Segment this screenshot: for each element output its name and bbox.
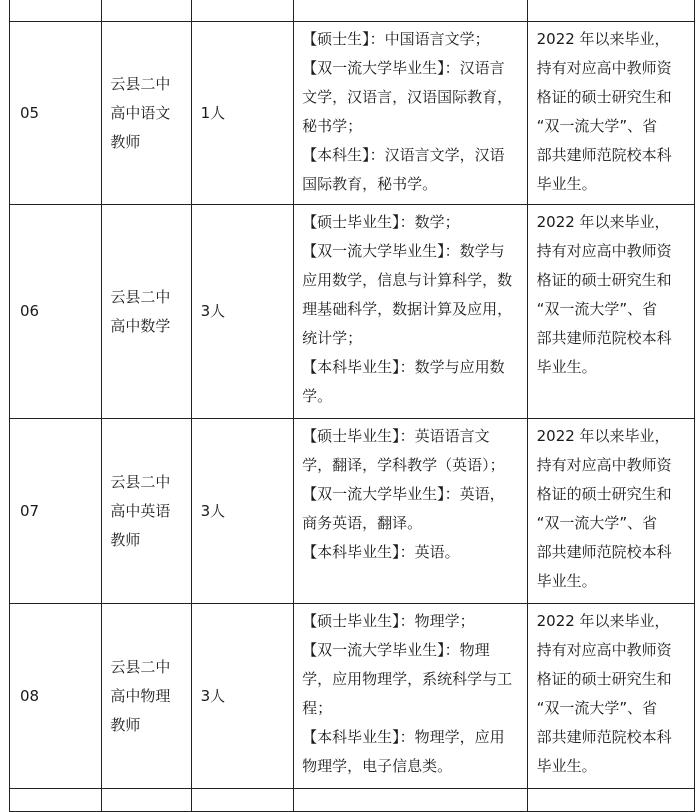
headcount: 3人	[191, 205, 294, 419]
major-line: 【双一流大学毕业生】：物理	[302, 641, 490, 659]
requirement-line: 部共建师范院校本科	[536, 728, 672, 746]
major-line: 程；	[302, 699, 333, 717]
major-line: 【双一流大学毕业生】：汉语言	[302, 59, 505, 77]
position-line: 高中语文	[110, 103, 171, 122]
table-row	[10, 205, 695, 419]
majors-cell	[294, 604, 527, 789]
recruitment-table	[9, 0, 695, 812]
table-row	[10, 604, 695, 789]
table-row	[10, 22, 695, 205]
major-line: 秘书学；	[302, 117, 363, 135]
major-line: 统计学；	[302, 329, 363, 347]
position-line: 云县二中	[110, 472, 171, 491]
position-line: 教师	[110, 530, 141, 549]
requirement-line: 持有对应高中教师资	[536, 456, 672, 474]
major-line: 【本科毕业生】：英语。	[302, 543, 460, 561]
major-line: 【双一流大学毕业生】：英语，	[302, 485, 505, 503]
major-line: 【本科毕业生】：物理学，应用	[302, 728, 505, 746]
position-cell	[102, 22, 191, 205]
position-line: 云县二中	[110, 287, 171, 306]
requirement-line: 持有对应高中教师资	[536, 59, 672, 77]
requirement-line: 持有对应高中教师资	[536, 242, 672, 260]
requirement-line: 格证的硕士研究生和	[536, 670, 672, 688]
requirement-line: 毕业生。	[536, 358, 597, 376]
requirement-line: “双一流大学”、省	[536, 300, 658, 318]
requirement-cell	[527, 205, 694, 419]
major-line: 学，翻译，学科教学（英语）；	[302, 456, 505, 474]
row-number: 05	[10, 22, 102, 205]
position-line: 教师	[110, 132, 141, 151]
requirement-line: “双一流大学”、省	[536, 117, 658, 135]
requirement-line: 2022 年以来毕业，	[536, 612, 670, 630]
requirement-line: 毕业生。	[536, 757, 597, 775]
major-line: 商务英语，翻译。	[302, 514, 423, 532]
position-line: 高中物理	[110, 686, 171, 705]
requirement-line: 毕业生。	[536, 572, 597, 590]
requirement-line: 持有对应高中教师资	[536, 641, 672, 659]
major-line: 【硕士毕业生】：英语语言文	[302, 427, 490, 445]
major-line: 【硕士毕业生】：数学；	[302, 213, 460, 231]
major-line: 文学，汉语言，汉语国际教育，	[302, 88, 513, 106]
requirement-cell	[527, 604, 694, 789]
headcount: 1人	[191, 22, 294, 205]
position-line: 高中数学	[110, 316, 171, 335]
requirement-line: “双一流大学”、省	[536, 514, 658, 532]
position-line: 教师	[110, 715, 141, 734]
requirement-cell	[527, 22, 694, 205]
requirement-line: 2022 年以来毕业，	[536, 213, 670, 231]
major-line: 【本科毕业生】：数学与应用数	[302, 358, 505, 376]
table-row	[10, 419, 695, 604]
requirement-line: 2022 年以来毕业，	[536, 30, 670, 48]
requirement-line: 格证的硕士研究生和	[536, 271, 672, 289]
position-line: 云县二中	[110, 657, 171, 676]
position-line: 高中英语	[110, 501, 171, 520]
majors-cell	[294, 419, 527, 604]
requirement-line: 部共建师范院校本科	[536, 543, 672, 561]
headcount: 3人	[191, 419, 294, 604]
requirement-line: “双一流大学”、省	[536, 699, 658, 717]
major-line: 【双一流大学毕业生】：数学与	[302, 242, 505, 260]
table-row-previous-stub	[10, 0, 695, 22]
major-line: 应用数学，信息与计算科学，数	[302, 271, 513, 289]
major-line: 【硕士生】：中国语言文学；	[302, 30, 490, 48]
major-line: 物理学，电子信息类。	[302, 757, 453, 775]
headcount: 3人	[191, 604, 294, 789]
row-number: 07	[10, 419, 102, 604]
requirement-line: 格证的硕士研究生和	[536, 88, 672, 106]
row-number: 08	[10, 604, 102, 789]
position-cell	[102, 604, 191, 789]
requirement-line: 2022 年以来毕业，	[536, 427, 670, 445]
requirement-cell	[527, 419, 694, 604]
majors-cell	[294, 205, 527, 419]
majors-cell	[294, 22, 527, 205]
major-line: 【本科生】：汉语言文学，汉语	[302, 146, 505, 164]
major-line: 国际教育，秘书学。	[302, 175, 438, 193]
row-number: 06	[10, 205, 102, 419]
major-line: 【硕士毕业生】：物理学；	[302, 612, 475, 630]
requirement-line: 毕业生。	[536, 175, 597, 193]
major-line: 学，应用物理学，系统科学与工	[302, 670, 513, 688]
requirement-line: 格证的硕士研究生和	[536, 485, 672, 503]
position-cell	[102, 419, 191, 604]
requirement-line: 部共建师范院校本科	[536, 146, 672, 164]
position-cell	[102, 205, 191, 419]
position-line: 云县二中	[110, 74, 171, 93]
requirement-line: 部共建师范院校本科	[536, 329, 672, 347]
table-row-next-stub	[10, 789, 695, 812]
major-line: 理基础科学，数据计算及应用，	[302, 300, 513, 318]
major-line: 学。	[302, 387, 333, 405]
